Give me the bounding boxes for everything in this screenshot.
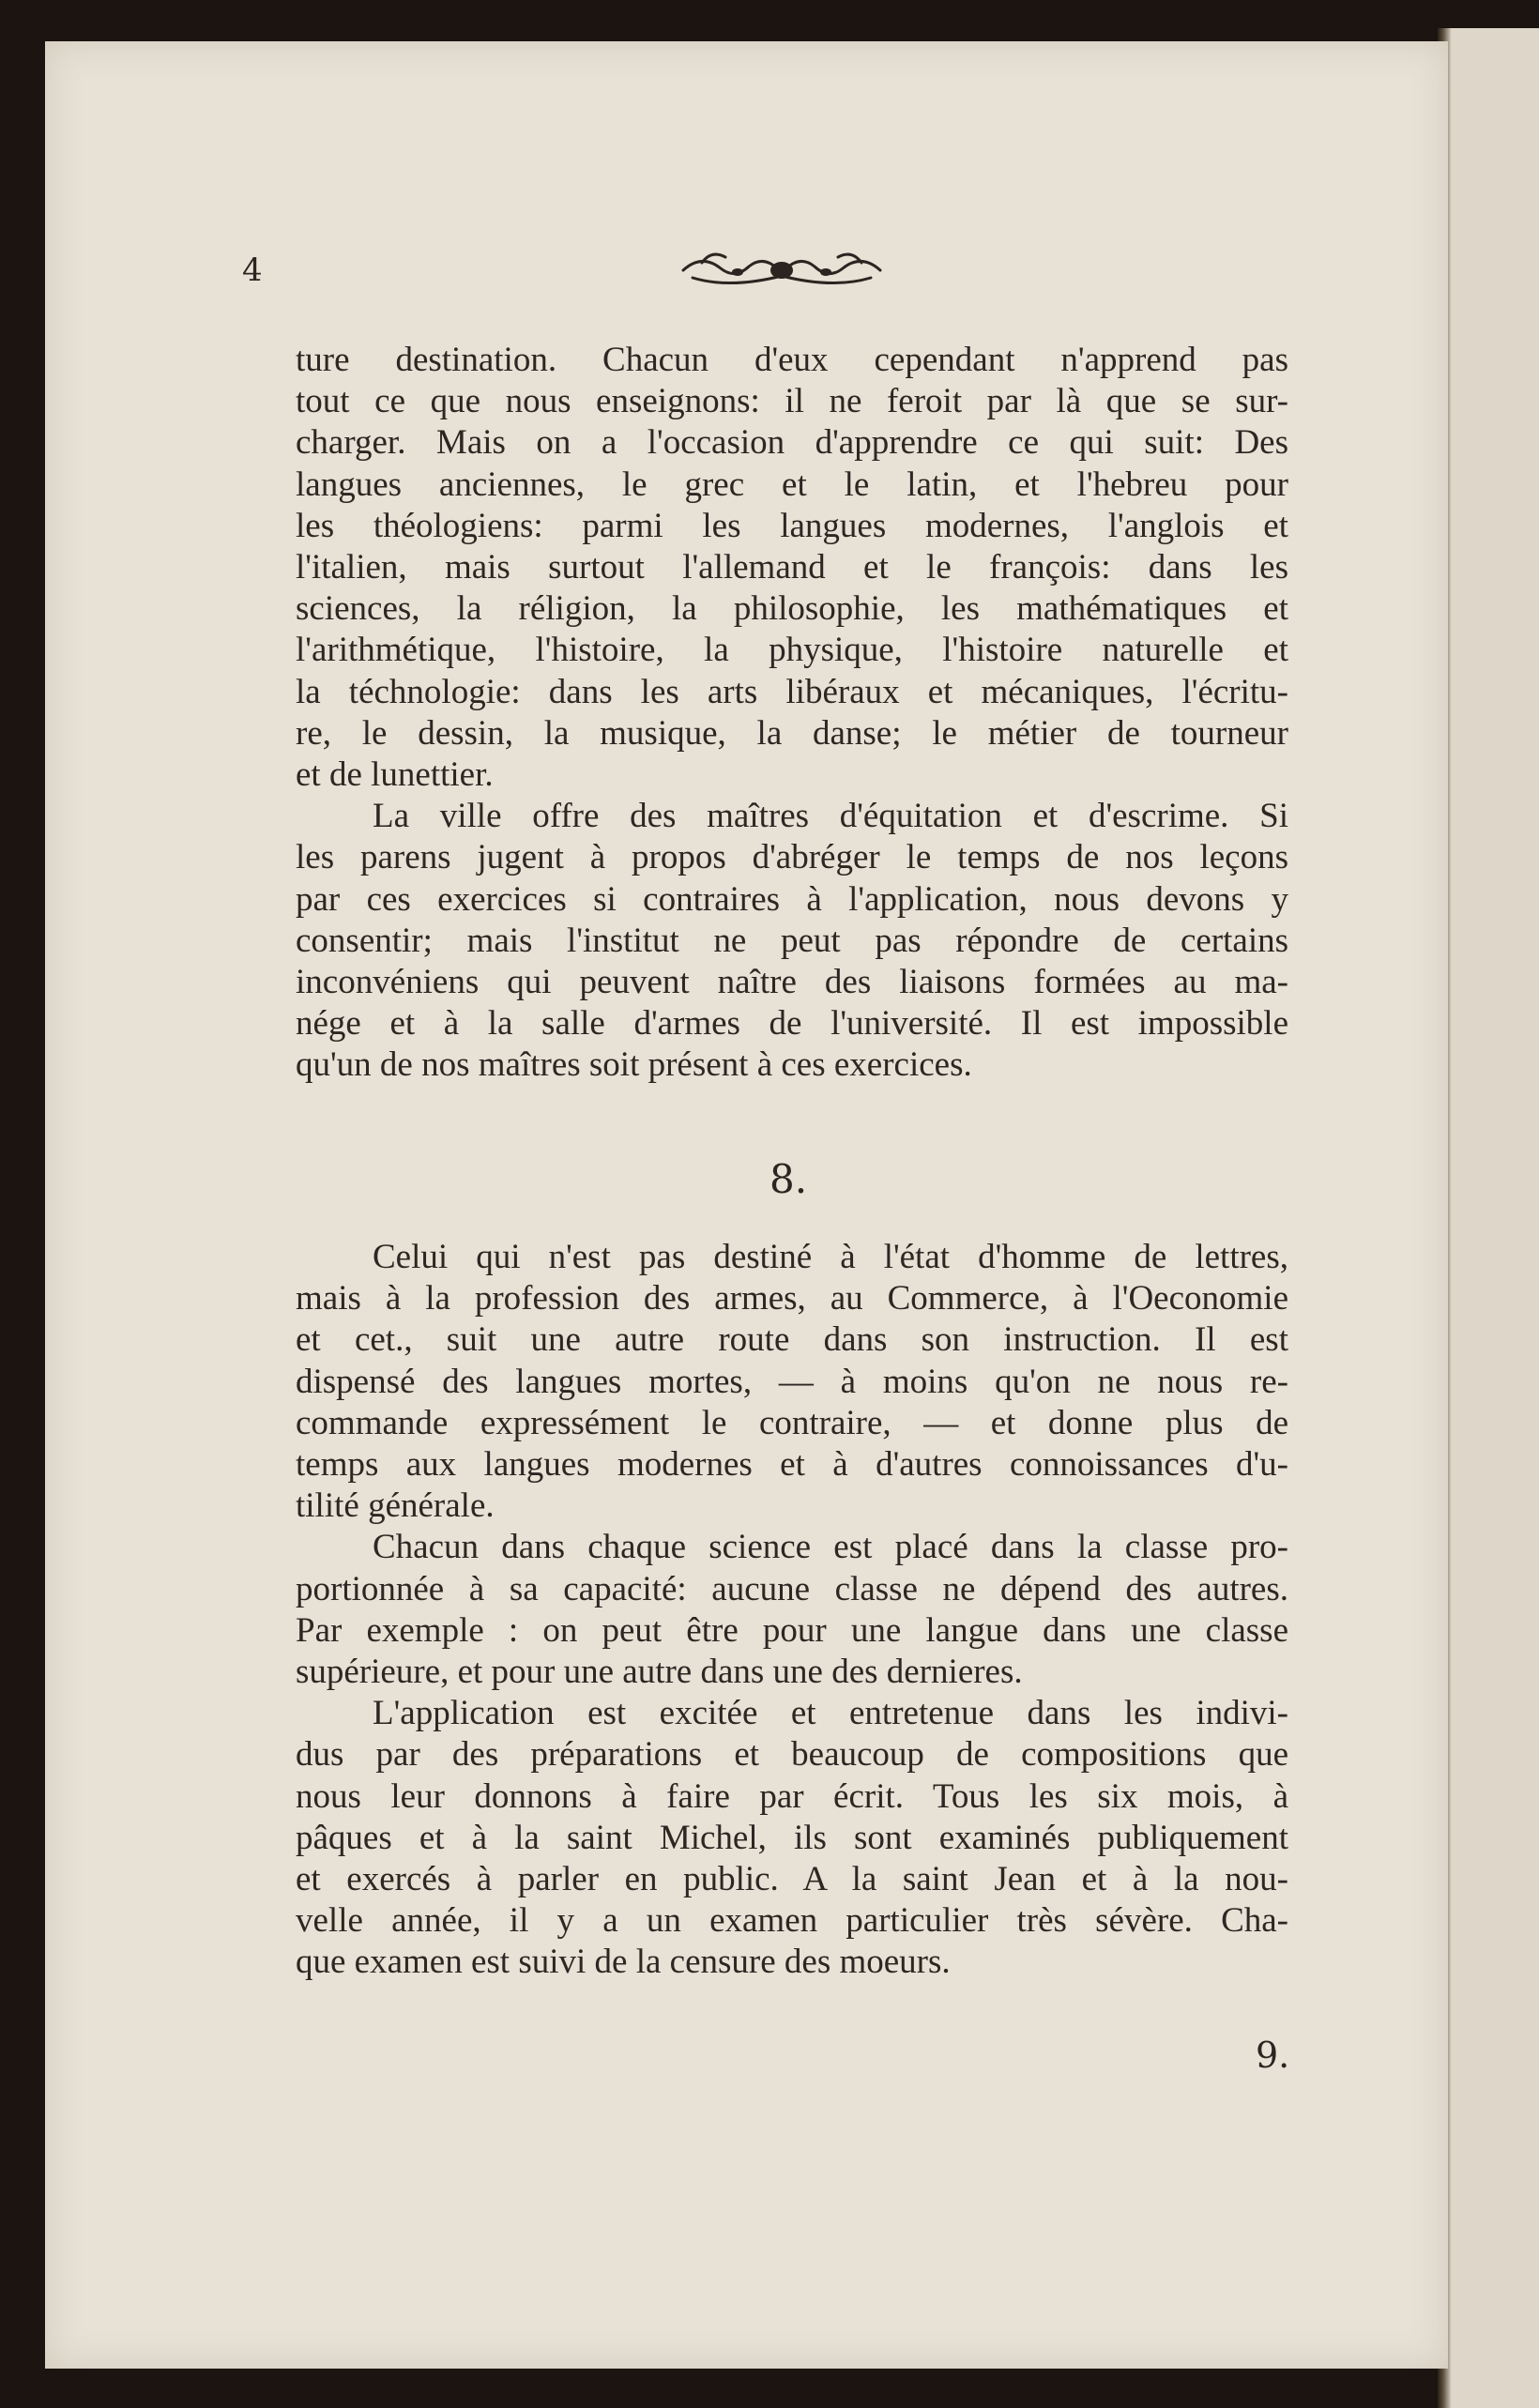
text-line: langues anciennes, le grec et le latin, et l'hebreu pour [296,465,1288,504]
text-line: nous leur donnons à faire par écrit. Tous les six mois, à [296,1776,1288,1816]
text-line: commande expressément le contraire, — et donne plus de [296,1403,1288,1442]
text-line: les théologiens: parmi les langues modernes, l'anglois et [296,506,1288,545]
text-line: temps aux langues modernes et à d'autres connoissances d'u- [296,1445,1288,1485]
text-line: Celui qui n'est pas destiné à l'état d'homme de lettres, [373,1238,1288,1276]
text-line: ture destination. Chacun d'eux cependant n'apprend pas [296,341,1288,379]
text-line: inconvéniens qui peuvent naître des liaisons formées au ma- [296,963,1288,1002]
page-number: 4 [242,251,263,289]
text-line: supérieure, et pour une autre dans une des dernieres. [296,1653,1023,1692]
text-line: sciences, la réligion, la philosophie, les mathématiques et [296,589,1288,629]
text-line: mais à la profession des armes, au Commerce, à l'Oeconomie [296,1279,1288,1318]
text-line: tout ce que nous enseignons: il ne feroit par là que se sur- [296,382,1288,421]
text-line: pâques et à la saint Michel, ils sont examinés publiquement [296,1818,1288,1857]
text-block-lower [296,1237,1288,1984]
text-line: Chacun dans chaque science est placé dans la classe pro- [373,1528,1288,1567]
text-line: velle année, il y a un examen particulier très sévère. Cha- [296,1901,1288,1941]
text-line: l'arithmétique, l'histoire, la physique, l'histoire naturelle et [296,631,1288,670]
text-line: dus par des préparations et beaucoup de compositions que [296,1735,1288,1775]
text-line: portionnée à sa capacité: aucune classe ne dépend des autres. [296,1569,1288,1608]
text-line: nége et à la salle d'armes de l'université. Il est impossible [296,1004,1288,1044]
text-line: que examen est suivi de la censure des moeurs. [296,1943,951,1982]
text-line: et exercés à parler en public. A la saint Jean et à la nou- [296,1860,1288,1899]
text-line: et cet., suit une autre route dans son instruction. Il est [296,1320,1288,1360]
text-line: L'application est excitée et entretenue dans les indivi- [373,1694,1288,1733]
text-line: par ces exercices si contraires à l'application, nous devons y [296,879,1288,919]
text-block-upper [296,340,1288,1087]
section-number: 8. [770,1156,808,1202]
text-line: consentir; mais l'institut ne peut pas répondre de certains [296,921,1288,960]
text-line: La ville offre des maîtres d'équitation et d'escrime. Si [373,797,1288,836]
text-line: dispensé des langues mortes, — à moins qu'on ne nous re- [296,1362,1288,1401]
catchword: 9. [1256,2035,1290,2076]
text-line: et de lunettier. [296,755,494,795]
adjacent-page-edge [1438,28,1539,2408]
text-line: charger. Mais on a l'occasion d'apprendre ce qui suit: Des [296,423,1288,463]
text-line: Par exemple : on peut être pour une langue dans une classe [296,1610,1288,1650]
text-line: qu'un de nos maîtres soit présent à ces exercices. [296,1045,972,1085]
text-line: tilité générale. [296,1486,495,1526]
text-line: la téchnologie: dans les arts libéraux et mécaniques, l'écritu- [296,672,1288,711]
text-line: l'italien, mais surtout l'allemand et le françois: dans les [296,548,1288,587]
header-ornament-icon [674,242,890,295]
text-line: les parens jugent à propos d'abréger le temps de nos leçons [296,838,1288,877]
text-line: re, le dessin, la musique, la danse; le métier de tourneur [296,713,1288,753]
